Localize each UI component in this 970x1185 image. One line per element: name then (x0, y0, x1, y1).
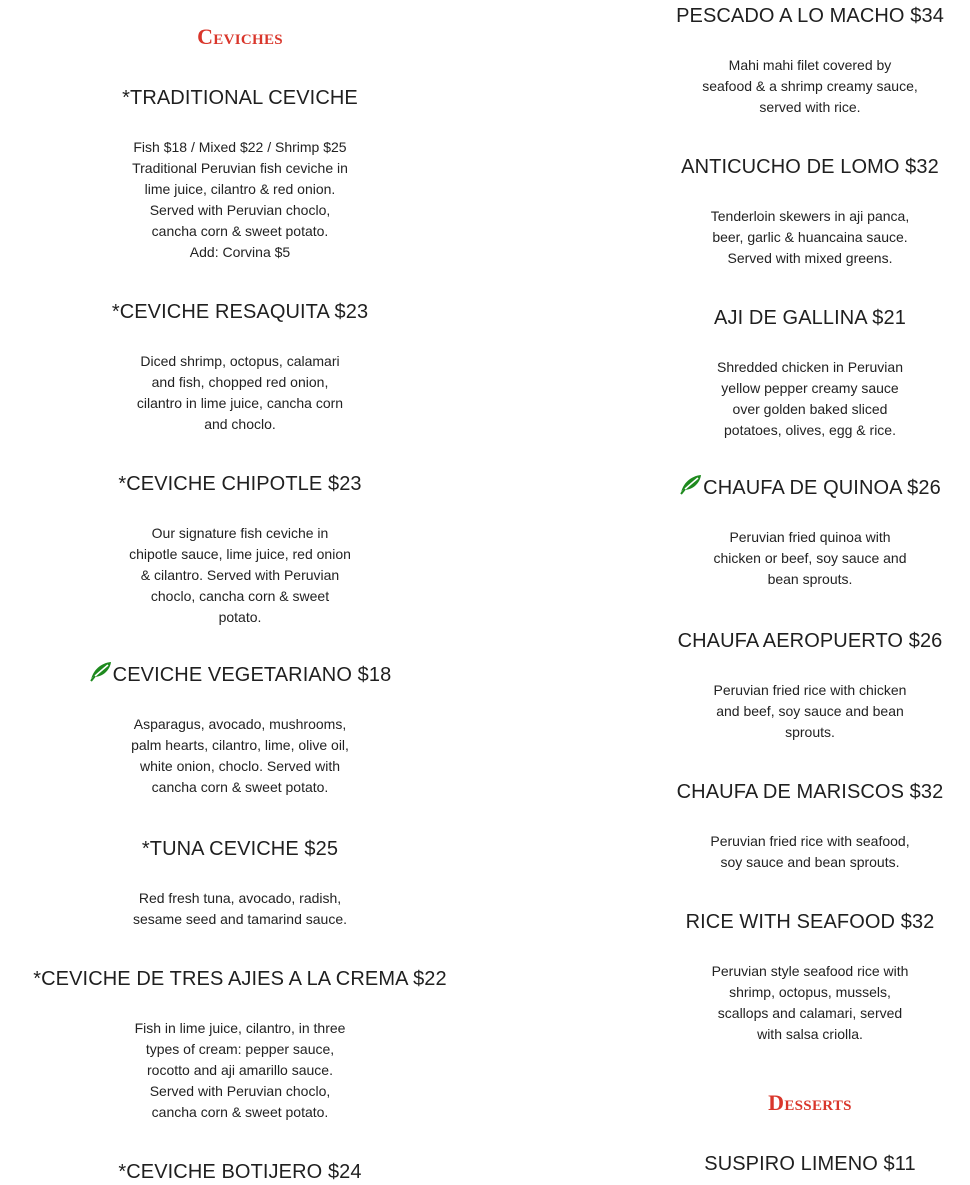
item-title: CEVICHE VEGETARIANO $18 (112, 664, 392, 686)
menu-item-aji-de-gallina (660, 306, 960, 441)
item-title: PESCADO A LO MACHO $34 (676, 5, 944, 27)
item-title: *TUNA CEVICHE $25 (141, 838, 339, 860)
item-title: RICE WITH SEAFOOD $32 (685, 911, 935, 933)
leaf-icon (89, 660, 113, 682)
item-description: Diced shrimp, octopus, calamari and fish, chopped red onion, cilantro in lime juice, cancha corn and choclo. (136, 353, 344, 432)
item-title: AJI DE GALLINA $21 (714, 307, 906, 329)
section-heading-desserts: Desserts (768, 1090, 852, 1115)
item-title: CHAUFA DE QUINOA $26 (703, 477, 941, 499)
menu-item-rice-with-seafood (660, 910, 960, 1045)
menu-item-ceviche-vegetariano (20, 660, 460, 798)
item-description: Peruvian fried rice with seafood, soy sauce and bean sprouts. (710, 833, 910, 870)
item-title: SUSPIRO LIMENO $11 (704, 1153, 916, 1175)
menu-item-ceviche-tres-ajies (20, 967, 460, 1123)
item-title: ANTICUCHO DE LOMO $32 (681, 156, 939, 178)
menu-item-chaufa-de-mariscos (660, 780, 960, 873)
leaf-icon (679, 473, 703, 495)
item-description: Our signature fish ceviche in chipotle sauce, lime juice, red onion & cilantro. Served with Peruvian choclo, cancha corn & sweet potato. (129, 525, 351, 625)
item-description: Fish in lime juice, cilantro, in three types of cream: pepper sauce, rocotto and aji amarillo sauce. Served with Peruvian choclo, cancha corn & sweet potato. (134, 1020, 346, 1120)
menu-item-ceviche-botijero (20, 1160, 460, 1184)
item-description: Peruvian style seafood rice with shrimp, octopus, mussels, scallops and calamari, served with salsa criolla. (711, 963, 909, 1042)
item-description: Mahi mahi filet covered by seafood & a shrimp creamy sauce, served with rice. (702, 57, 918, 115)
item-description: Red fresh tuna, avocado, radish, sesame seed and tamarind sauce. (132, 890, 347, 927)
menu-item-tuna-ceviche (20, 837, 460, 930)
item-description: Peruvian fried rice with chicken and beef, soy sauce and bean sprouts. (713, 682, 907, 740)
item-description: Tenderloin skewers in aji panca, beer, garlic & huancaina sauce. Served with mixed greens. (710, 208, 910, 266)
item-title: *CEVICHE RESAQUITA $23 (111, 301, 369, 323)
menu-item-ceviche-resaquita (20, 300, 460, 435)
menu-item-chaufa-de-quinoa (660, 473, 960, 590)
menu-item-ceviche-chipotle (20, 472, 460, 628)
item-description: Asparagus, avocado, mushrooms, palm hearts, cilantro, lime, olive oil, white onion, choclo. Served with cancha corn & sweet potato. (131, 716, 349, 795)
menu-item-suspiro-limeno (660, 1152, 960, 1176)
item-title: *CEVICHE BOTIJERO $24 (118, 1161, 362, 1183)
menu-item-anticucho-de-lomo (660, 155, 960, 269)
item-title: CHAUFA DE MARISCOS $32 (676, 781, 944, 803)
item-title: *CEVICHE CHIPOTLE $23 (118, 473, 362, 495)
item-title: *TRADITIONAL CEVICHE (122, 87, 358, 109)
item-description: Peruvian fried quinoa with chicken or beef, soy sauce and bean sprouts. (713, 529, 907, 587)
menu-item-chaufa-aeropuerto (660, 629, 960, 743)
item-description: Shredded chicken in Peruvian yellow pepper creamy sauce over golden baked sliced potatoes, olives, egg & rice. (716, 359, 903, 438)
item-title: *CEVICHE DE TRES AJIES A LA CREMA $22 (33, 968, 447, 990)
section-heading-ceviches: Ceviches (197, 24, 283, 49)
item-description: Fish $18 / Mixed $22 / Shrimp $25 Traditional Peruvian fish ceviche in lime juice, cilantro & red onion. Served with Peruvian choclo, cancha corn & sweet potato. Add: Corvina $5 (132, 139, 348, 260)
item-title: CHAUFA AEROPUERTO $26 (677, 630, 943, 652)
menu-item-pescado-a-lo-macho (660, 4, 960, 118)
menu-item-traditional-ceviche (20, 86, 460, 263)
